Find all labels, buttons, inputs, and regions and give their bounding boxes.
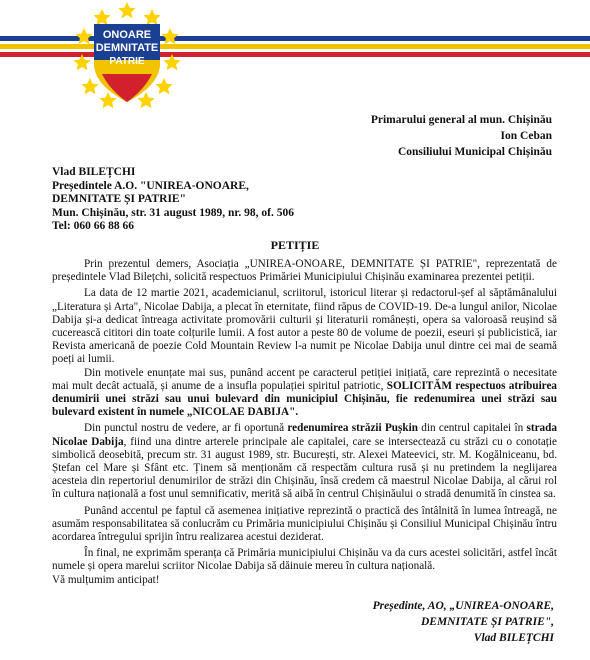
- organization-logo: [72, 2, 182, 108]
- paragraph-closing: În final, ne exprimăm speranța că Primăria municipiului Chișinău va da curs acestei solicitări, astfel încât numele și opera marelui scriitor Nicolae Dabija să dăinuie mereu în cultura națională.: [52, 547, 557, 573]
- recipient-line3: Consiliului Municipal Chișinău: [397, 146, 552, 158]
- paragraph-request: [52, 367, 557, 420]
- document-title: PETIȚIE: [270, 238, 320, 252]
- recipient-line1: Primarului general al mun. Chișinău: [370, 114, 552, 126]
- sender-role-2: DEMNITATE ȘI PATRIE": [52, 193, 186, 205]
- logo-text-line2: DEMNITATE: [95, 42, 159, 54]
- logo-text-line3: PATRIE: [109, 56, 145, 67]
- paragraph-thanks: Vă mulțumim anticipat!: [52, 573, 160, 586]
- proposal-text-2: din centrul capitalei în: [417, 422, 527, 435]
- logo-text-line1: ONOARE: [102, 29, 152, 41]
- sender-address: Mun. Chișinău, str. 31 august 1989, nr. 98, of. 506: [52, 206, 294, 219]
- sender-block: [52, 166, 294, 234]
- paragraph-responsibility: Punând accentul pe faptul că asemenea inițiative reprezintă o practică des întâlnită în lumea întreagă, ne asumăm responsabilitatea să conlucrăm cu Primăria municipiului Chișinău și Consiliul Municipal Chișinău întru acordarea întregului sprijin întru realizarea acestui deziderat.: [52, 504, 557, 544]
- signature-line1: Președinte, AO, „UNIREA-ONOARE,: [372, 600, 554, 612]
- proposal-text-1: Din punctul nostru de vedere, ar fi oportună: [84, 422, 288, 435]
- proposal-bold-1: redenumirea străzii Pușkin: [287, 422, 418, 435]
- paragraph-intro: Prin prezentul demers, Asociația „UNIREA-ONOARE, DEMNITATE ȘI PATRIE", reprezentată de președintele Vlad Bilețchi, solicită respectuos Primăriei Municipiului Chișinău examinarea prezentei petiții.: [52, 258, 557, 284]
- signature-line2: DEMNITATE ȘI PATRIE",: [420, 616, 554, 628]
- sender-role: Președintele A.O. "UNIREA-ONOARE,: [52, 179, 249, 192]
- paragraph-background: La data de 12 martie 2021, academicianul, scriitorul, istoricul literar și redactorul-șef al săptămânalului „Literatura și Arta", Nicolae Dabija, a plecat în eternitate, fiind răpus de COVID-19. De-a lungul anilor, Nicolae Dabija și-a dedicat întreaga activitate promovării culturii și literaturii românești, opera sa valoroasă reușind să cucerească cititori din toate colțurile lumii. A fost autor a peste 80 de volume de poezii, eseuri și publicistică, iar Revista americană de poezie Cold Mountain Review l-a numit pe Nicolae Dabija unul dintre cei mai de seamă poeți ai lumii.: [52, 287, 557, 366]
- proposal-text-3: , fiind una dintre arterele principale ale capitalei, care se intersectează cu străzi cu o conotație simbolică deosebită, precum str. 31 august 1989, str. București, str. Alexei Mateevici, str. M. Kogălniceanu, bd. Ștefan cel Mare și Sfânt etc. Ținem să menționăm că respectăm cultura rusă și nu pretindem la neglijarea acesteia din repertoriul denumirilor de străzi din Chișinău, însă credem că maestrul Nicolae Dabija, al cărui rol în cultura națională a fost unul semnificativ, merită să aibă în centrul Chișinăului o stradă denumită în cinstea sa.: [52, 435, 557, 501]
- recipient-block: [360, 112, 552, 160]
- recipient-line2: Ion Ceban: [500, 130, 552, 142]
- request-text: Din motivele enunțate mai sus, punând accent pe caracterul petiției inițiată, care reprezintă o necesitate mai mult decât actuală, și anume de a insufla populației spiritul patriotic,: [52, 366, 557, 392]
- paragraph-proposal: [52, 422, 557, 501]
- petition-body: [52, 258, 557, 590]
- signature-line3: Vlad BILEȚCHI: [473, 632, 554, 644]
- request-bold-text: SOLICITĂM respectuos atribuirea denumirii unei străzi sau unui bulevard din municipiul Chișinău, fie redenumirea unei străzi sau bulevard existent în numele „NICOLAE DABIJA".: [52, 379, 558, 419]
- sender-name: Vlad BILEȚCHI: [52, 166, 136, 178]
- sender-phone: Tel: 060 66 88 66: [52, 220, 134, 232]
- signature-block: [373, 598, 554, 646]
- proposal-bold-2: strada Nicolae Dabija: [52, 422, 557, 448]
